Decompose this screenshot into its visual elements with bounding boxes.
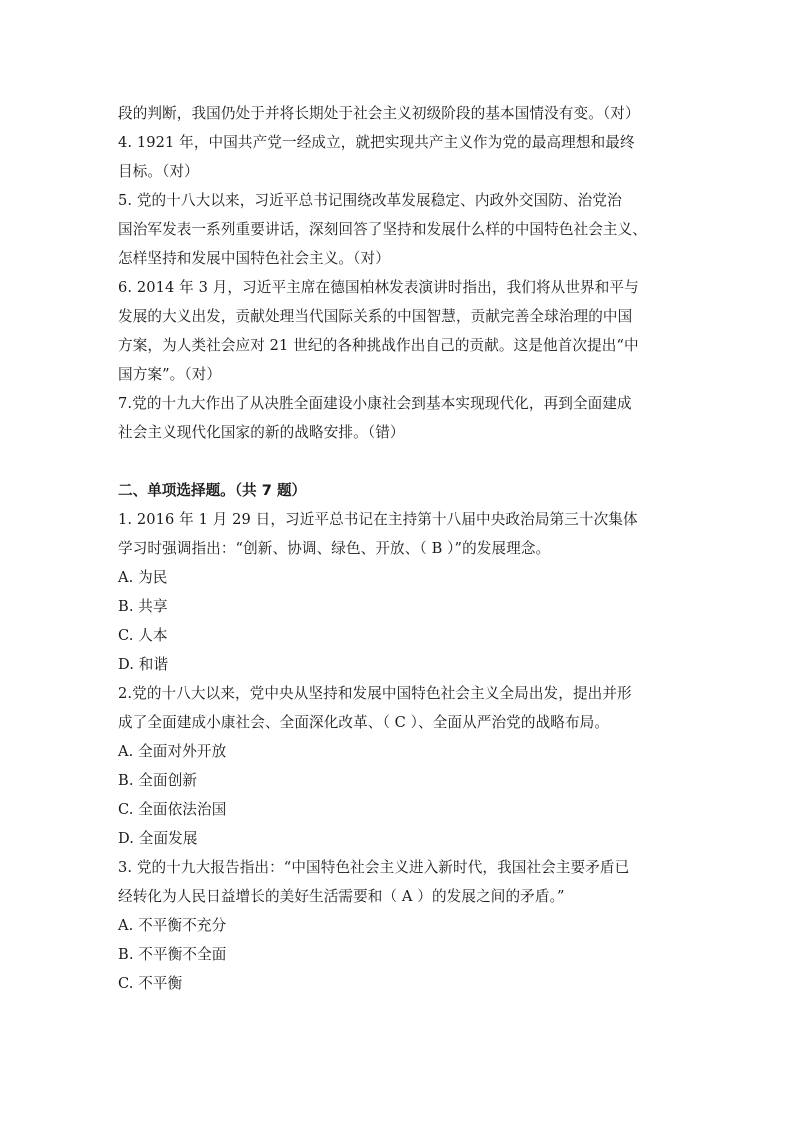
section-heading: 二、单项选择题。（共 7 题）: [118, 482, 307, 499]
text-line: 4. 1921 年，中国共产党一经成立，就把实现共产主义作为党的最高理想和最终: [118, 134, 635, 151]
question-text: 1. 2016 年 1 月 29 日，习近平总书记在主持第十八届中央政治局第三十次集体: [118, 511, 638, 528]
question-text: 2.党的十八大以来，党中央从坚持和发展中国特色社会主义全局出发，提出并形: [118, 685, 632, 702]
option-item: B. 不平衡不全面: [118, 946, 227, 963]
document-body: [118, 99, 688, 998]
option-item: B. 共享: [118, 598, 168, 615]
question-text: 3. 党的十九大报告指出：“中国特色社会主义进入新时代，我国社会主要矛盾已: [118, 859, 630, 876]
option-item: A. 为民: [118, 569, 168, 586]
text-line: 目标。（对）: [118, 163, 199, 180]
question-text: 学习时强调指出：“创新、协调、绿色、开放、（ B ）”的发展理念。: [118, 540, 551, 557]
text-line: 发展的大义出发，贡献处理当代国际关系的中国智慧，贡献完善全球治理的中国: [118, 308, 633, 325]
text-line: 5. 党的十八大以来，习近平总书记围绕改革发展稳定、内政外交国防、治党治: [118, 192, 622, 209]
text-line: 国方案”。（对）: [118, 366, 222, 383]
option-item: A. 全面对外开放: [118, 743, 227, 760]
section-spacer: [118, 447, 688, 476]
option-item: C. 人本: [118, 627, 168, 644]
text-line: 6. 2014 年 3 月，习近平主席在德国柏林发表演讲时指出，我们将从世界和平与: [118, 279, 639, 296]
text-line: 怎样坚持和发展中国特色社会主义。（对）: [118, 250, 390, 267]
option-item: C. 不平衡: [118, 975, 183, 992]
judgement-section: [118, 99, 688, 447]
question-text: 成了全面建成小康社会、全面深化改革、（ C ）、全面从严治党的战略布局。: [118, 714, 610, 731]
option-item: C. 全面依法治国: [118, 801, 227, 818]
text-line: 方案，为人类社会应对 21 世纪的各种挑战作出自己的贡献。这是他首次提出“中: [118, 337, 639, 354]
text-line: 国治军发表一系列重要讲话，深刻回答了坚持和发展什么样的中国特色社会主义、: [118, 221, 647, 238]
question-text: 经转化为人民日益增长的美好生活需要和（ A ）的发展之间的矛盾。”: [118, 888, 565, 905]
option-item: D. 和谐: [118, 656, 169, 673]
option-item: D. 全面发展: [118, 830, 198, 847]
choice-section: [118, 476, 688, 998]
text-line: 段的判断，我国仍处于并将长期处于社会主义初级阶段的基本国情没有变。（对）: [118, 105, 640, 122]
option-item: B. 全面创新: [118, 772, 198, 789]
text-line: 7.党的十九大作出了从决胜全面建设小康社会到基本实现现代化，再到全面建成: [118, 395, 632, 412]
text-line: 社会主义现代化国家的新的战略安排。（错）: [118, 424, 405, 441]
option-item: A. 不平衡不充分: [118, 917, 227, 934]
